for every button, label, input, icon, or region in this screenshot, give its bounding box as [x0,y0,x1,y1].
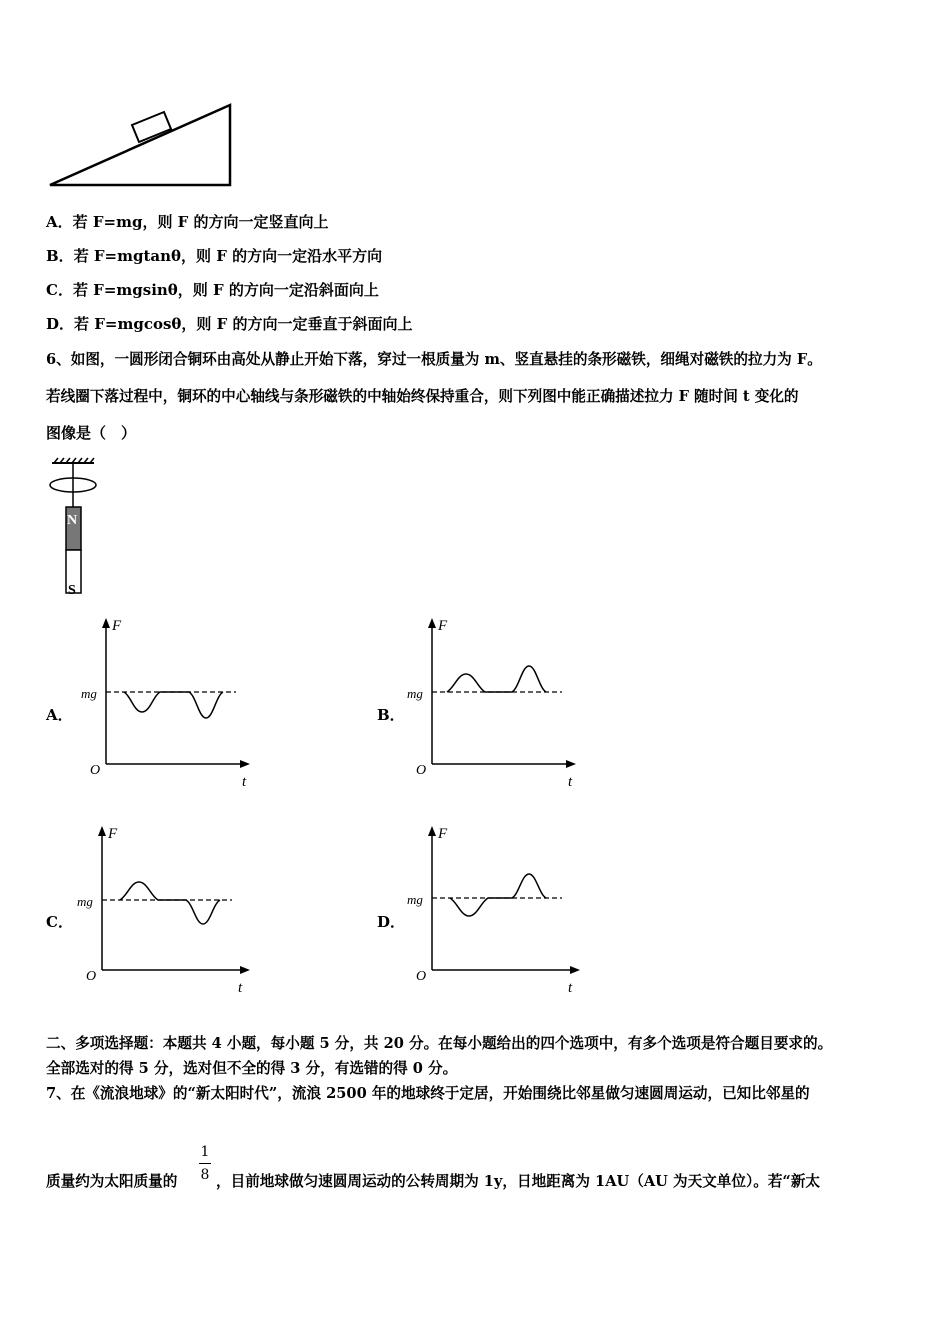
origin-label: O [90,763,101,778]
y-arrow [428,826,436,836]
fraction-denominator: 8 [200,1167,210,1183]
q6-line2: 若线圈下落过程中，铜环的中心轴线与条形磁铁的中轴始终保持重合，则下列图中能正确描述拉力 F 随时间 t 变化的 [46,388,799,405]
graph-b [402,612,582,792]
q7-line1: 7、在《流浪地球》的“新太阳时代”，流浪 2500 年的地球终于定居，开始围绕比邻星做匀速圆周运动，已知比邻星的 [46,1085,810,1102]
y-arrow [102,618,110,628]
incline-triangle [50,105,230,185]
graph-a [76,612,256,792]
x-arrow [240,966,250,974]
section2-line1: 二、多项选择题：本题共 4 小题，每小题 5 分，共 20 分。在每小题给出的四个选项中，有多个选项是符合题目要求的。 [46,1035,833,1052]
force-curve [124,692,223,718]
option-c [46,279,379,300]
incline-figure [44,98,240,190]
mg-label: mg [81,686,97,701]
f-label: F [112,618,122,634]
option-b [46,245,382,266]
mg-label: mg [77,894,93,909]
option-d [46,313,413,334]
force-curve [447,666,546,692]
option-a [46,211,329,232]
graph-d-letter: D． [377,913,406,931]
q7-line2-pre: 质量约为太阳质量的 [46,1173,178,1190]
f-label: F [108,826,118,842]
section2-line2: 全部选对的得 5 分，选对但不全的得 3 分，有选错的得 0 分。 [46,1060,458,1077]
t-label: t [238,980,243,996]
fraction-numerator: 1 [200,1144,210,1160]
force-curve [120,882,220,924]
force-curve [450,874,546,916]
graph-d [402,820,587,1000]
t-label: t [242,774,247,790]
t-label: t [568,980,573,996]
option-a-letter: A． [46,213,73,231]
option-d-letter: D． [46,315,75,333]
x-arrow [566,760,576,768]
option-b-letter: B． [46,247,74,265]
t-label: t [568,774,573,790]
q7-line2-post: ，目前地球做匀速圆周运动的公转周期为 1y，日地距离为 1AU（AU 为天文单位）。若“新太 [216,1173,821,1190]
origin-label: O [416,969,427,984]
mg-label: mg [407,892,423,907]
origin-label: O [86,969,97,984]
block-on-incline [132,112,171,142]
option-a-text: 若 F=mg，则 F 的方向一定竖直向上 [72,213,329,231]
q6-line1: 6、如图，一圆形闭合铜环由高处从静止开始下落，穿过一根质量为 m、竖直悬挂的条形磁铁，细绳对磁铁的拉力为 F。 [46,351,822,368]
mg-label: mg [407,686,423,701]
y-arrow [428,618,436,628]
fraction-bar [199,1163,211,1164]
option-b-text: 若 F=mgtanθ，则 F 的方向一定沿水平方向 [73,247,383,265]
option-c-letter: C． [46,281,73,299]
y-arrow [98,826,106,836]
origin-label: O [416,763,427,778]
graph-a-letter: A． [46,706,73,724]
graph-b-letter: B． [377,706,405,724]
q6-line3: 图像是（ ） [46,424,137,442]
option-d-text: 若 F=mgcosθ，则 F 的方向一定垂直于斜面向上 [74,315,413,333]
graph-c [72,820,257,1000]
f-label: F [438,826,448,842]
magnet-figure [44,455,104,597]
magnet-s-label: S [68,583,76,597]
f-label: F [438,618,448,634]
option-c-text: 若 F=mgsinθ，则 F 的方向一定沿斜面向上 [72,281,379,299]
magnet-n-label: N [67,513,78,528]
x-arrow [240,760,250,768]
graph-c-letter: C． [46,913,73,931]
x-arrow [570,966,580,974]
